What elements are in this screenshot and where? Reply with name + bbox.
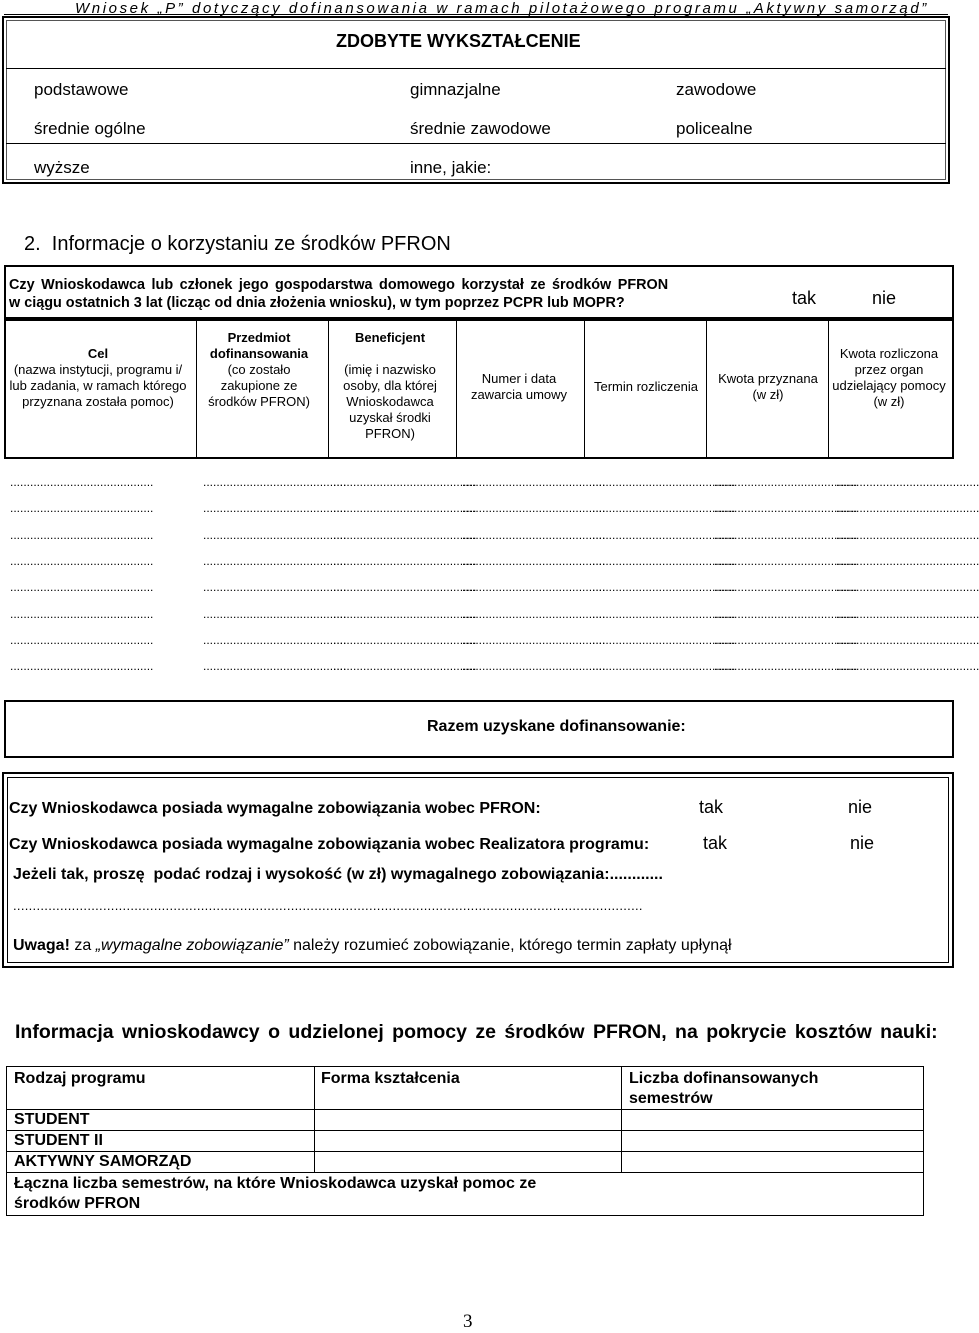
- aid-header-program-type: Rodzaj programu: [14, 1070, 146, 1087]
- fill-line[interactable]: ...........................................: [592, 606, 736, 621]
- aid-summary-label: Łączna liczba semestrów, na które Wnioskodawca uzyskał pomoc ze środków PFRON: [14, 1175, 537, 1212]
- obligation-pfron-no[interactable]: nie: [848, 797, 873, 817]
- fill-line[interactable]: ...........................................: [714, 632, 858, 647]
- aid-info-title: Informacja wnioskodawcy o udzielonej pomocy ze środków PFRON, na pokrycie kosztów nauki:: [15, 1021, 938, 1043]
- fill-line[interactable]: ...........................................: [203, 501, 347, 516]
- edu-option-general-secondary[interactable]: średnie ogólne: [34, 119, 146, 138]
- section-2-title: 2. Informacje o korzystaniu ze środków PFRON: [24, 233, 451, 255]
- header-rule: [4, 14, 948, 15]
- edu-option-vocational-secondary[interactable]: średnie zawodowe: [410, 119, 551, 138]
- fill-line[interactable]: ...........................................: [836, 553, 979, 568]
- fill-line[interactable]: ...........................................: [836, 580, 979, 595]
- fill-line[interactable]: ...........................................: [203, 475, 347, 489]
- fill-line[interactable]: ...........................................: [10, 527, 154, 542]
- pfron-question-line2: w ciągu ostatnich 3 lat (licząc od dnia złożenia wniosku), w tym poprzez PCPR lub MOPR?: [9, 295, 625, 311]
- fill-line[interactable]: ...........................................: [333, 527, 477, 542]
- fill-line[interactable]: ...........................................: [836, 659, 979, 674]
- col-header-amount-settled: Kwota rozliczona przez organ udzielający pomocy (w zł): [832, 346, 946, 409]
- fill-line[interactable]: ...........................................: [714, 606, 858, 621]
- fill-line[interactable]: ...........................................: [462, 527, 606, 542]
- fill-line[interactable]: ...........................................: [462, 632, 606, 647]
- obligation-details-continuation[interactable]: .................................................................................................................................................................: [13, 898, 643, 913]
- fill-line[interactable]: ...........................................: [333, 553, 477, 568]
- fill-line[interactable]: ...........................................: [203, 632, 347, 647]
- fill-line[interactable]: ...........................................: [462, 606, 606, 621]
- col-header-settlement-date: Termin rozliczenia: [593, 379, 699, 394]
- edu-option-post-secondary[interactable]: policealne: [676, 119, 753, 138]
- fill-line[interactable]: ...........................................: [714, 501, 858, 516]
- col-header-amount-granted: Kwota przyznana (w zł): [718, 371, 818, 402]
- fill-line[interactable]: ...........................................: [203, 580, 347, 595]
- fill-line[interactable]: ...........................................: [10, 501, 154, 516]
- fill-line[interactable]: ...........................................: [203, 659, 347, 674]
- page-number: 3: [463, 1311, 473, 1332]
- fill-line[interactable]: ...........................................: [10, 659, 154, 674]
- fill-line[interactable]: ...........................................: [592, 501, 736, 516]
- fill-line[interactable]: ...........................................: [203, 606, 347, 621]
- fill-line[interactable]: ...........................................: [10, 606, 154, 621]
- fill-line[interactable]: ...........................................: [333, 659, 477, 674]
- fill-line[interactable]: ...........................................: [592, 475, 736, 489]
- aid-header-education-form: Forma kształcenia: [321, 1070, 460, 1087]
- fill-line[interactable]: ...........................................: [836, 501, 979, 516]
- document-header: Wniosek „P” dotyczący dofinansowania w ramach pilotażowego programu „Aktywny samorząd”: [75, 0, 929, 17]
- obligation-realizator-question: Czy Wnioskodawca posiada wymagalne zobowiązania wobec Realizatora programu:: [9, 836, 650, 853]
- fill-line[interactable]: ...........................................: [592, 553, 736, 568]
- fill-line[interactable]: ...........................................: [836, 632, 979, 647]
- fill-line[interactable]: ...........................................: [333, 580, 477, 595]
- fill-line[interactable]: ...........................................: [836, 527, 979, 542]
- aid-header-semester-count: Liczba dofinansowanych semestrów: [629, 1070, 819, 1107]
- obligation-realizator-no[interactable]: nie: [850, 833, 875, 853]
- fill-line[interactable]: ...........................................: [592, 659, 736, 674]
- fill-line[interactable]: ...........................................: [333, 632, 477, 647]
- obligation-note: Uwaga! za „wymagalne zobowiązanie” należy rozumieć zobowiązanie, którego termin zapłaty upłynął: [13, 937, 732, 954]
- pfron-answer-yes[interactable]: tak: [792, 288, 817, 308]
- col-header-subject: Przedmiot dofinansowania (co zostało zakupione ze środków PFRON): [208, 330, 310, 409]
- edu-option-higher[interactable]: wyższe: [34, 158, 90, 177]
- pfron-answer-no[interactable]: nie: [872, 288, 897, 308]
- education-title: ZDOBYTE WYKSZTAŁCENIE: [336, 31, 581, 51]
- edu-option-vocational[interactable]: zawodowe: [676, 80, 757, 99]
- col-header-beneficiary: Beneficjent (imię i nazwisko osoby, dla której Wnioskodawca uzyskał środki PFRON): [343, 330, 437, 441]
- aid-row-aktywny-samorzad: AKTYWNY SAMORZĄD: [14, 1153, 192, 1170]
- fill-line[interactable]: ...........................................: [592, 632, 736, 647]
- fill-line[interactable]: ...........................................: [203, 527, 347, 542]
- fill-line[interactable]: ...........................................: [836, 475, 979, 489]
- col-header-purpose: Cel (nazwa instytucji, programu i/ lub zadania, w ramach którego przyznana została pomoc): [9, 346, 187, 409]
- total-label: Razem uzyskane dofinansowanie:: [427, 718, 686, 735]
- fill-line[interactable]: ...........................................: [714, 527, 858, 542]
- fill-line[interactable]: ...........................................: [592, 580, 736, 595]
- fill-line[interactable]: ...........................................: [462, 501, 606, 516]
- obligation-pfron-yes[interactable]: tak: [699, 797, 724, 817]
- obligation-pfron-question: Czy Wnioskodawca posiada wymagalne zobowiązania wobec PFRON:: [9, 800, 541, 817]
- fill-line[interactable]: ...........................................: [714, 659, 858, 674]
- pfron-question-line1: Czy Wnioskodawca lub członek jego gospodarstwa domowego korzystał ze środków PFRON: [9, 277, 669, 293]
- edu-option-lower-secondary[interactable]: gimnazjalne: [410, 80, 501, 99]
- obligation-details-prompt[interactable]: Jeżeli tak, proszę podać rodzaj i wysokość (w zł) wymagalnego zobowiązania:............: [13, 866, 663, 883]
- edu-option-primary[interactable]: podstawowe: [34, 80, 129, 99]
- fill-line[interactable]: ...........................................: [714, 475, 858, 489]
- fill-line[interactable]: ...........................................: [333, 501, 477, 516]
- fill-line[interactable]: ...........................................: [592, 527, 736, 542]
- fill-line[interactable]: ...........................................: [462, 580, 606, 595]
- fill-line[interactable]: ...........................................: [462, 475, 606, 489]
- aid-row-student: STUDENT: [14, 1111, 90, 1128]
- aid-row-student-ii: STUDENT II: [14, 1132, 103, 1149]
- obligation-realizator-yes[interactable]: tak: [703, 833, 728, 853]
- fill-line[interactable]: ...........................................: [714, 580, 858, 595]
- fill-line[interactable]: ...........................................: [10, 553, 154, 568]
- fill-line[interactable]: ...........................................: [462, 553, 606, 568]
- fill-line[interactable]: ...........................................: [333, 475, 477, 489]
- col-header-contract: Numer i data zawarcia umowy: [470, 371, 568, 402]
- fill-line[interactable]: ...........................................: [203, 553, 347, 568]
- edu-option-other[interactable]: inne, jakie:: [410, 158, 492, 177]
- fill-line[interactable]: ...........................................: [462, 659, 606, 674]
- fill-line[interactable]: ...........................................: [836, 606, 979, 621]
- fill-line[interactable]: ...........................................: [10, 632, 154, 647]
- fill-line[interactable]: ...........................................: [10, 475, 154, 489]
- fill-line[interactable]: ...........................................: [333, 606, 477, 621]
- fill-line[interactable]: ...........................................: [714, 553, 858, 568]
- fill-line[interactable]: ...........................................: [10, 580, 154, 595]
